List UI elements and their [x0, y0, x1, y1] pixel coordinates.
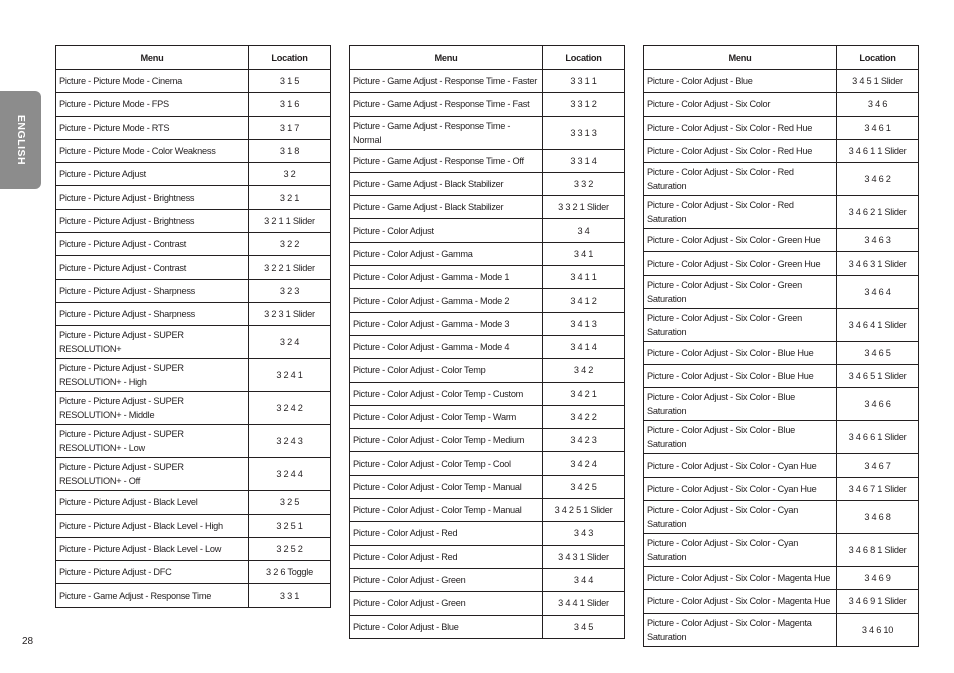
- menu-path-cell: Picture - Color Adjust - Color Temp: [350, 359, 543, 382]
- menu-path-cell: Picture - Picture Adjust - Contrast: [56, 256, 249, 279]
- menu-path-cell: Picture - Picture Adjust - SUPER RESOLUTION+ - Low: [56, 425, 249, 458]
- menu-path-cell: Picture - Color Adjust - Gamma - Mode 2: [350, 289, 543, 312]
- menu-path-cell: Picture - Color Adjust - Color Temp - Warm: [350, 405, 543, 428]
- table-row: [56, 584, 331, 607]
- menu-path-cell: Picture - Color Adjust - Six Color - Blue Saturation: [644, 421, 837, 454]
- table-row: [350, 359, 625, 382]
- menu-path-cell: Picture - Color Adjust - Six Color - Green Hue: [644, 252, 837, 275]
- location-cell: 3 2 4 3: [249, 425, 331, 458]
- location-cell: 3 4 6 10: [837, 613, 919, 646]
- location-cell: 3 2 5 2: [249, 537, 331, 560]
- location-cell: 3 4 6 9 1 Slider: [837, 590, 919, 613]
- table-row: [350, 545, 625, 568]
- location-cell: 3 4 4 1 Slider: [543, 592, 625, 615]
- location-cell: 3 3 1 4: [543, 149, 625, 172]
- table-row: [644, 229, 919, 252]
- menu-path-cell: Picture - Color Adjust: [350, 219, 543, 242]
- location-cell: 3 2 3 1 Slider: [249, 302, 331, 325]
- table-row: [350, 382, 625, 405]
- location-cell: 3 4 6 1: [837, 116, 919, 139]
- location-column-header: Location: [543, 46, 625, 70]
- table-row: [350, 475, 625, 498]
- location-cell: 3 1 5: [249, 70, 331, 93]
- menu-path-cell: Picture - Game Adjust - Response Time - Normal: [350, 116, 543, 149]
- location-cell: 3 4 6 3 1 Slider: [837, 252, 919, 275]
- location-cell: 3 4 2: [543, 359, 625, 382]
- location-cell: 3 2 5: [249, 491, 331, 514]
- location-cell: 3 2 2: [249, 233, 331, 256]
- table-row: [350, 335, 625, 358]
- menu-path-cell: Picture - Color Adjust - Six Color - Cyan Hue: [644, 477, 837, 500]
- menu-path-cell: Picture - Color Adjust - Six Color: [644, 93, 837, 116]
- menu-path-cell: Picture - Color Adjust - Gamma - Mode 3: [350, 312, 543, 335]
- table-row: [350, 312, 625, 335]
- table-row: [644, 341, 919, 364]
- table-row: [56, 302, 331, 325]
- location-cell: 3 4 4: [543, 568, 625, 591]
- table-row: [644, 500, 919, 533]
- table-row: [56, 163, 331, 186]
- table-row: [56, 186, 331, 209]
- table-row: [56, 359, 331, 392]
- location-cell: 3 2 4 1: [249, 359, 331, 392]
- location-cell: 3 2 2 1 Slider: [249, 256, 331, 279]
- table-row: [644, 275, 919, 308]
- menu-path-cell: Picture - Picture Adjust - Sharpness: [56, 302, 249, 325]
- location-cell: 3 4 6 4 1 Slider: [837, 308, 919, 341]
- table-body: [350, 70, 625, 639]
- location-cell: 3 4 6: [837, 93, 919, 116]
- menu-path-cell: Picture - Color Adjust - Red: [350, 545, 543, 568]
- table-row: [350, 70, 625, 93]
- location-cell: 3 4 6 7 1 Slider: [837, 477, 919, 500]
- table-row: [644, 308, 919, 341]
- menu-path-cell: Picture - Color Adjust - Red: [350, 522, 543, 545]
- table-row: [350, 196, 625, 219]
- location-cell: 3 4 6 6 1 Slider: [837, 421, 919, 454]
- table-row: [56, 93, 331, 116]
- location-cell: 3 4 6 2 1 Slider: [837, 196, 919, 229]
- location-column-header: Location: [249, 46, 331, 70]
- menu-path-cell: Picture - Game Adjust - Response Time - Fast: [350, 93, 543, 116]
- table-row: [644, 70, 919, 93]
- table-row: [350, 219, 625, 242]
- menu-path-cell: Picture - Color Adjust - Six Color - Red Hue: [644, 139, 837, 162]
- table-row: [644, 139, 919, 162]
- menu-path-cell: Picture - Picture Adjust - SUPER RESOLUTION+: [56, 326, 249, 359]
- table-row: [644, 590, 919, 613]
- menu-path-cell: Picture - Color Adjust - Gamma - Mode 1: [350, 266, 543, 289]
- location-cell: 3 4 2 3: [543, 429, 625, 452]
- location-cell: 3 2 3: [249, 279, 331, 302]
- table-row: [644, 533, 919, 566]
- table-row: [350, 522, 625, 545]
- location-cell: 3 3 1 3: [543, 116, 625, 149]
- location-cell: 3 2 1 1 Slider: [249, 209, 331, 232]
- menu-table-2: [349, 45, 625, 639]
- menu-path-cell: Picture - Game Adjust - Response Time - Off: [350, 149, 543, 172]
- table-row: [350, 242, 625, 265]
- language-tab: [0, 91, 41, 189]
- location-cell: 3 4 1: [543, 242, 625, 265]
- menu-path-cell: Picture - Color Adjust - Six Color - Blue Hue: [644, 341, 837, 364]
- table-row: [56, 209, 331, 232]
- menu-path-cell: Picture - Picture Adjust - Black Level: [56, 491, 249, 514]
- table-row: [350, 93, 625, 116]
- location-cell: 3 4 6 8: [837, 500, 919, 533]
- table-row: [644, 388, 919, 421]
- location-cell: 3 4 1 1: [543, 266, 625, 289]
- menu-path-cell: Picture - Color Adjust - Six Color - Magenta Hue: [644, 590, 837, 613]
- table-row: [644, 421, 919, 454]
- table-row: [644, 454, 919, 477]
- language-tab-label: ENGLISH: [14, 114, 27, 166]
- table-row: [56, 458, 331, 491]
- menu-path-cell: Picture - Game Adjust - Black Stabilizer: [350, 172, 543, 195]
- table-row: [644, 116, 919, 139]
- menu-path-cell: Picture - Color Adjust - Six Color - Blue Saturation: [644, 388, 837, 421]
- location-cell: 3 4 2 5: [543, 475, 625, 498]
- location-cell: 3 3 2 1 Slider: [543, 196, 625, 219]
- menu-column-header: Menu: [350, 46, 543, 70]
- table-body: [56, 70, 331, 608]
- menu-path-cell: Picture - Color Adjust - Color Temp - Manual: [350, 475, 543, 498]
- location-cell: 3 4 6 6: [837, 388, 919, 421]
- location-cell: 3 3 2: [543, 172, 625, 195]
- menu-path-cell: Picture - Color Adjust - Green: [350, 568, 543, 591]
- table-row: [350, 615, 625, 638]
- menu-path-cell: Picture - Color Adjust - Six Color - Red Hue: [644, 116, 837, 139]
- menu-path-cell: Picture - Color Adjust - Color Temp - Medium: [350, 429, 543, 452]
- table-header-row: [350, 46, 625, 70]
- table-row: [644, 163, 919, 196]
- menu-path-cell: Picture - Color Adjust - Blue: [350, 615, 543, 638]
- table-row: [56, 561, 331, 584]
- location-cell: 3 1 7: [249, 116, 331, 139]
- location-cell: 3 3 1: [249, 584, 331, 607]
- table-row: [644, 252, 919, 275]
- menu-path-cell: Picture - Picture Adjust: [56, 163, 249, 186]
- table-row: [56, 139, 331, 162]
- table-row: [350, 116, 625, 149]
- menu-path-cell: Picture - Color Adjust - Six Color - Green Saturation: [644, 308, 837, 341]
- menu-path-cell: Picture - Picture Mode - Color Weakness: [56, 139, 249, 162]
- location-cell: 3 4 6 8 1 Slider: [837, 533, 919, 566]
- menu-path-cell: Picture - Color Adjust - Six Color - Red Saturation: [644, 196, 837, 229]
- table-row: [56, 233, 331, 256]
- menu-path-cell: Picture - Game Adjust - Black Stabilizer: [350, 196, 543, 219]
- menu-path-cell: Picture - Picture Adjust - SUPER RESOLUTION+ - Middle: [56, 392, 249, 425]
- location-cell: 3 2: [249, 163, 331, 186]
- menu-path-cell: Picture - Color Adjust - Green: [350, 592, 543, 615]
- menu-table-1: [55, 45, 331, 608]
- location-column-header: Location: [837, 46, 919, 70]
- table-row: [56, 116, 331, 139]
- table-row: [350, 405, 625, 428]
- menu-path-cell: Picture - Color Adjust - Six Color - Magenta Hue: [644, 566, 837, 589]
- table-row: [56, 326, 331, 359]
- location-cell: 3 3 1 1: [543, 70, 625, 93]
- table-header-row: [644, 46, 919, 70]
- menu-path-cell: Picture - Color Adjust - Six Color - Green Saturation: [644, 275, 837, 308]
- menu-path-cell: Picture - Picture Adjust - SUPER RESOLUTION+ - High: [56, 359, 249, 392]
- menu-column-header: Menu: [644, 46, 837, 70]
- location-cell: 3 4 6 9: [837, 566, 919, 589]
- location-cell: 3 4 6 5: [837, 341, 919, 364]
- location-cell: 3 4 1 4: [543, 335, 625, 358]
- table-row: [56, 425, 331, 458]
- table-row: [56, 491, 331, 514]
- menu-path-cell: Picture - Picture Mode - FPS: [56, 93, 249, 116]
- menu-path-cell: Picture - Color Adjust - Six Color - Red Saturation: [644, 163, 837, 196]
- menu-path-cell: Picture - Picture Adjust - DFC: [56, 561, 249, 584]
- menu-path-cell: Picture - Color Adjust - Color Temp - Custom: [350, 382, 543, 405]
- location-cell: 3 4 2 1: [543, 382, 625, 405]
- location-cell: 3 3 1 2: [543, 93, 625, 116]
- table-body: [644, 70, 919, 647]
- location-cell: 3 4 6 7: [837, 454, 919, 477]
- menu-path-cell: Picture - Color Adjust - Blue: [644, 70, 837, 93]
- menu-column-header: Menu: [56, 46, 249, 70]
- location-cell: 3 1 8: [249, 139, 331, 162]
- menu-path-cell: Picture - Color Adjust - Gamma: [350, 242, 543, 265]
- location-cell: 3 2 4 4: [249, 458, 331, 491]
- table-row: [56, 514, 331, 537]
- menu-path-cell: Picture - Picture Adjust - Brightness: [56, 209, 249, 232]
- location-cell: 3 4 1 2: [543, 289, 625, 312]
- location-cell: 3 2 6 Toggle: [249, 561, 331, 584]
- table-row: [56, 70, 331, 93]
- table-row: [644, 566, 919, 589]
- table-row: [644, 196, 919, 229]
- table-row: [350, 592, 625, 615]
- menu-path-cell: Picture - Picture Adjust - SUPER RESOLUTION+ - Off: [56, 458, 249, 491]
- location-cell: 3 4 5: [543, 615, 625, 638]
- menu-path-cell: Picture - Picture Adjust - Brightness: [56, 186, 249, 209]
- menu-path-cell: Picture - Picture Mode - RTS: [56, 116, 249, 139]
- menu-path-cell: Picture - Color Adjust - Gamma - Mode 4: [350, 335, 543, 358]
- location-cell: 3 2 4 2: [249, 392, 331, 425]
- menu-path-cell: Picture - Color Adjust - Six Color - Cyan Saturation: [644, 533, 837, 566]
- menu-path-cell: Picture - Picture Adjust - Contrast: [56, 233, 249, 256]
- menu-path-cell: Picture - Color Adjust - Color Temp - Manual: [350, 499, 543, 522]
- table-row: [644, 93, 919, 116]
- menu-path-cell: Picture - Color Adjust - Six Color - Green Hue: [644, 229, 837, 252]
- menu-path-cell: Picture - Game Adjust - Response Time: [56, 584, 249, 607]
- table-row: [350, 499, 625, 522]
- table-row: [56, 279, 331, 302]
- menu-table-3: [643, 45, 919, 647]
- location-cell: 3 4 3 1 Slider: [543, 545, 625, 568]
- location-cell: 3 4 6 4: [837, 275, 919, 308]
- table-row: [350, 429, 625, 452]
- table-row: [56, 537, 331, 560]
- location-cell: 3 1 6: [249, 93, 331, 116]
- location-cell: 3 4 5 1 Slider: [837, 70, 919, 93]
- table-row: [644, 613, 919, 646]
- menu-path-cell: Picture - Color Adjust - Six Color - Magenta Saturation: [644, 613, 837, 646]
- table-row: [350, 452, 625, 475]
- table-row: [350, 568, 625, 591]
- menu-path-cell: Picture - Picture Mode - Cinema: [56, 70, 249, 93]
- location-cell: 3 4 3: [543, 522, 625, 545]
- table-row: [350, 149, 625, 172]
- location-cell: 3 4 6 2: [837, 163, 919, 196]
- table-row: [644, 477, 919, 500]
- location-cell: 3 4 2 2: [543, 405, 625, 428]
- table-row: [350, 266, 625, 289]
- table-row: [644, 365, 919, 388]
- location-cell: 3 4 2 5 1 Slider: [543, 499, 625, 522]
- table-row: [56, 392, 331, 425]
- location-cell: 3 4 6 1 1 Slider: [837, 139, 919, 162]
- page-number: 28: [22, 636, 34, 647]
- menu-path-cell: Picture - Color Adjust - Six Color - Cyan Hue: [644, 454, 837, 477]
- table-row: [350, 172, 625, 195]
- location-cell: 3 2 1: [249, 186, 331, 209]
- location-cell: 3 4 6 5 1 Slider: [837, 365, 919, 388]
- table-row: [56, 256, 331, 279]
- menu-path-cell: Picture - Color Adjust - Six Color - Cyan Saturation: [644, 500, 837, 533]
- location-cell: 3 4 2 4: [543, 452, 625, 475]
- menu-path-cell: Picture - Game Adjust - Response Time - Faster: [350, 70, 543, 93]
- menu-path-cell: Picture - Picture Adjust - Sharpness: [56, 279, 249, 302]
- table-row: [350, 289, 625, 312]
- location-cell: 3 2 4: [249, 326, 331, 359]
- location-cell: 3 4 6 3: [837, 229, 919, 252]
- table-header-row: [56, 46, 331, 70]
- menu-path-cell: Picture - Color Adjust - Six Color - Blue Hue: [644, 365, 837, 388]
- location-cell: 3 4 1 3: [543, 312, 625, 335]
- location-cell: 3 2 5 1: [249, 514, 331, 537]
- location-cell: 3 4: [543, 219, 625, 242]
- menu-path-cell: Picture - Picture Adjust - Black Level - High: [56, 514, 249, 537]
- menu-path-cell: Picture - Picture Adjust - Black Level - Low: [56, 537, 249, 560]
- menu-path-cell: Picture - Color Adjust - Color Temp - Cool: [350, 452, 543, 475]
